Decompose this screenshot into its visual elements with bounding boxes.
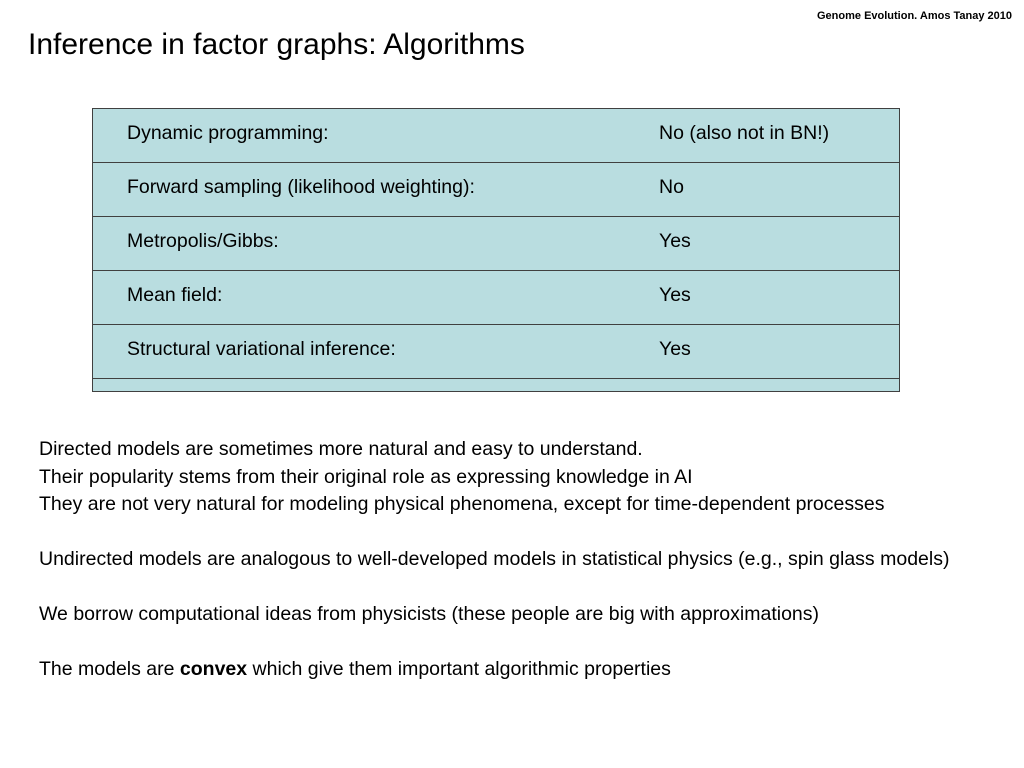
slide-title: Inference in factor graphs: Algorithms xyxy=(28,28,525,61)
algorithm-applicability: Yes xyxy=(659,338,691,360)
algorithm-applicability: No xyxy=(659,176,684,198)
body-line: Directed models are sometimes more natural and easy to understand. xyxy=(39,438,643,460)
table-row xyxy=(93,163,899,217)
body-line xyxy=(39,656,999,684)
slide-credit: Genome Evolution. Amos Tanay 2010 xyxy=(817,10,1012,22)
table-empty-row xyxy=(93,379,899,393)
spacer xyxy=(39,519,999,547)
slide-body xyxy=(39,436,999,684)
body-line: Their popularity stems from their original role as expressing knowledge in AI xyxy=(39,465,693,488)
body-line: Undirected models are analogous to well-developed models in statistical physics (e.g., spin glass models) xyxy=(39,548,950,570)
body-line: We borrow computational ideas from physicists (these people are big with approximations) xyxy=(39,603,820,625)
spacer xyxy=(39,574,999,602)
algorithm-name: Structural variational inference: xyxy=(127,338,396,360)
algorithms-table xyxy=(92,108,900,392)
algorithm-name: Mean field: xyxy=(127,284,223,306)
algorithm-name: Dynamic programming: xyxy=(127,122,329,144)
body-text-suffix: which give them important algorithmic properties xyxy=(247,658,671,680)
algorithm-applicability: Yes xyxy=(659,284,691,306)
body-text-prefix: The models are xyxy=(39,658,180,680)
spacer xyxy=(39,629,999,657)
table-row xyxy=(93,271,899,325)
algorithm-name: Forward sampling (likelihood weighting): xyxy=(127,176,475,198)
table-row xyxy=(93,109,899,163)
table-row xyxy=(93,325,899,379)
emphasis-convex: convex xyxy=(179,658,248,680)
table-row xyxy=(93,217,899,271)
algorithm-applicability: No (also not in BN!) xyxy=(659,122,830,144)
algorithm-name: Metropolis/Gibbs: xyxy=(127,230,279,252)
body-line: They are not very natural for modeling physical phenomena, except for time-dependent processes xyxy=(39,493,885,515)
algorithm-applicability: Yes xyxy=(659,230,691,252)
